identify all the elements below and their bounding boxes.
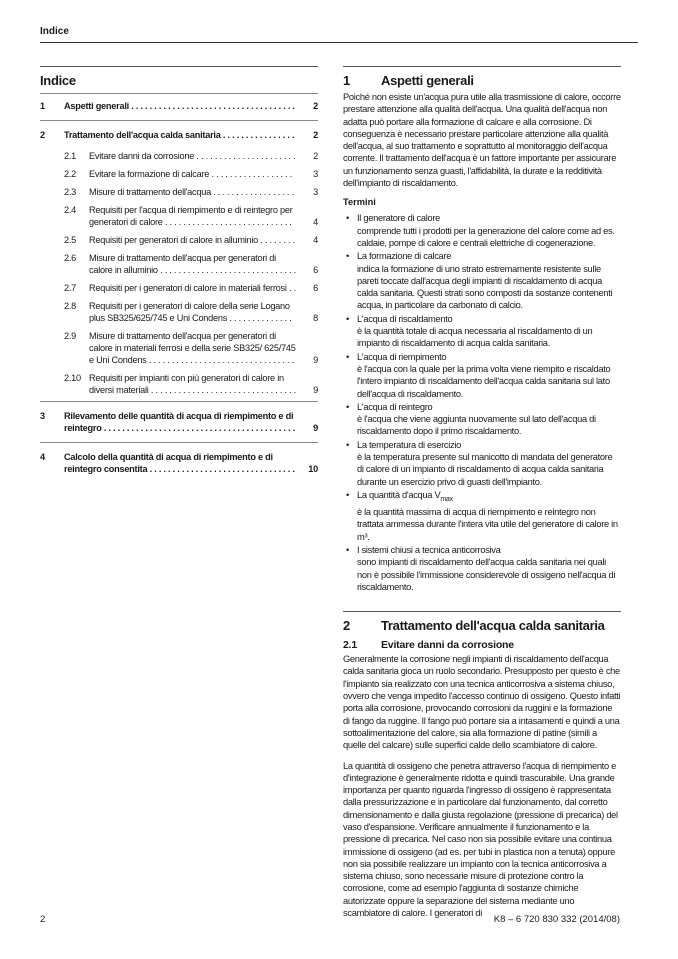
toc-entry[interactable]	[40, 165, 318, 183]
toc-entry[interactable]	[40, 369, 318, 399]
term-item	[343, 401, 621, 438]
section-heading-1: 1 Aspetti generali	[343, 73, 474, 88]
document-code: K8 – 6 720 830 332 (2014/08)	[493, 914, 620, 925]
toc-entry-page: 4	[313, 217, 318, 227]
toc-entry-number: 2.6	[64, 253, 77, 263]
toc-entry-number: 2.4	[64, 205, 77, 215]
toc-entry-number: 2.2	[64, 169, 77, 179]
toc-entry-page: 2	[313, 101, 318, 111]
toc-entry-page: 6	[313, 265, 318, 275]
running-header: Indice	[40, 26, 69, 37]
toc-entry-number: 2	[40, 130, 45, 140]
terms-list	[343, 212, 621, 593]
divider	[343, 611, 621, 612]
term-definition: è la quantità totale di acqua necessaria al riscaldamento di un impianto di riscaldamento di acqua calda sanitaria.	[357, 326, 593, 349]
term-definition: comprende tutti i prodotti per la generazione del calore come ad es. caldaie, pompe di calore e centrali elettriche di cogenerazione.	[357, 225, 615, 248]
term-definition: è l'acqua con la quale per la prima volta viene riempito e riscaldato l'intero impianto di riscaldamento dell'acqua calda sanitaria sul lato dell'acqua di riscaldamento.	[357, 363, 611, 399]
toc-entry-title: Requisiti per impianti con più generatori di calore in diversi materiali	[89, 373, 284, 395]
term-item	[343, 351, 621, 400]
term-item	[343, 544, 621, 593]
divider	[40, 66, 318, 67]
toc-entry-page: 2	[313, 151, 318, 161]
term-name: • L'acqua di riempimento	[357, 351, 447, 362]
term-item	[343, 489, 621, 543]
term-item	[343, 439, 621, 488]
content-column	[343, 66, 621, 927]
term-definition: è l'acqua che viene aggiunta nuovamente sul lato dell'acqua di riscaldamento dopo il primo riscaldamento.	[357, 414, 596, 437]
toc-entry-title: Requisiti per generatori di calore in alluminio	[89, 235, 259, 245]
toc-entry-number: 1	[40, 101, 45, 111]
toc-entry-title: Requisiti per i generatori di calore in materiali ferrosi	[89, 283, 287, 293]
page-number: 2	[40, 914, 46, 925]
body-paragraph: La quantità di ossigeno che penetra attraverso l'acqua di riempimento e d'integrazione è generalmente ridotta e quindi trascurabile. Una grande importanza per quanto riguarda l'ingresso di ossigeno è rappresentata dalla pressurizzazione e in particolare dal funzionamento, dal corretto dimensionamento e dalla giusta regolazione (pressione di precarica) del vaso d'espansione. Verificare annualmente il funzionamento e la pressione di precarica. Nel caso non sia possibile evitare una continua immissione di ossigeno (ad es. per tubi in plastica non a tenuta) oppure non sia possibile realizzare un impianto con la tecnica anticorrosiva a sistema chiuso, sono necessarie misure di protezione contro la corrosione, come ad esempio l'aggiunta di sostanze chimiche autorizzate oppure la separazione del sistema mediante uno scambiatore di calore. I generatori di	[343, 760, 618, 919]
toc-entry[interactable]	[40, 183, 318, 201]
term-name: • La temperatura di esercizio	[357, 439, 462, 450]
term-name: • I sistemi chiusi a tecnica anticorrosiva	[357, 544, 501, 555]
toc-entry[interactable]	[40, 445, 318, 481]
term-definition: è la temperatura presente sul manicotto di mandata del generatore di calore di un impianto di riscaldamento di acqua calda sanitaria durante un esercizio privo di guasti dell'impianto.	[357, 452, 613, 487]
toc-entry-number: 4	[40, 452, 45, 462]
divider	[343, 66, 621, 67]
toc-entry[interactable]	[40, 231, 318, 249]
section-heading-2: 2 Trattamento dell'acqua calda sanitaria	[343, 618, 605, 634]
toc-entry-number: 2.5	[64, 235, 77, 245]
toc-entry[interactable]	[40, 249, 318, 279]
toc-entry-number: 2.8	[64, 301, 77, 311]
toc-entry-page: 4	[313, 235, 318, 245]
toc-entry[interactable]	[40, 94, 318, 118]
toc-entry-number: 2.1	[64, 151, 77, 161]
term-name: • L'acqua di riscaldamento	[357, 313, 453, 324]
toc-entry-page: 9	[313, 385, 318, 395]
toc-entry-title: Evitare danni da corrosione	[89, 151, 195, 161]
toc-entry-page: 6	[313, 283, 318, 293]
divider	[40, 442, 318, 443]
toc-entry-title: Misure di trattamento dell'acqua per generatori di calore in materiali ferrosi e della serie SB325/ 625/745 e Uni Condens	[89, 331, 296, 365]
toc-entry-number: 3	[40, 411, 45, 421]
term-name: • La formazione di calcare	[357, 251, 452, 262]
toc-entry-title: Aspetti generali	[64, 101, 129, 111]
toc-entry[interactable]	[40, 123, 318, 147]
toc-entry-title: Calcolo della quantità di acqua di riempimento e di reintegro consentita	[64, 452, 273, 474]
toc-entry-title: Misure di trattamento dell'acqua	[89, 187, 211, 197]
toc-entry[interactable]	[40, 297, 318, 327]
body-paragraph: Generalmente la corrosione negli impianti di riscaldamento dell'acqua calda sanitaria gioca un ruolo secondario. Presupposto per questo è che l'impianto sia realizzato con una tecnica anticorrosiva a sistema chiuso, ovvero che venga impedito l'accesso continuo di ossigeno. Questo infatti porta alla corrosione, provocando corrosioni da ruggini e la formazione di fango da ruggine. Il fango può portare sia a intasamenti e quindi a una sottoalimentazione del calore, sia alla formazione di patine (simili a quelle del calcare) sulle superfici calde dello scambiatore di calore.	[343, 654, 621, 751]
term-definition: indica la formazione di uno strato estremamente resistente sulle pareti toccate dall'acqua degli impianti di riscaldamento di acqua calda sanitaria. Questi strati sono composti da sostanze contenenti acqua, in particolare da carbonato di calcio.	[357, 263, 613, 311]
table-of-contents	[40, 94, 318, 481]
toc-entry-number: 2.9	[64, 331, 77, 341]
term-item	[343, 313, 621, 350]
toc-entry-page: 10	[308, 464, 318, 474]
toc-column	[40, 66, 318, 481]
toc-entry-title: Requisiti per l'acqua di riempimento e di reintegro per generatori di calore	[89, 205, 293, 227]
toc-entry[interactable]	[40, 404, 318, 440]
term-item	[343, 212, 621, 249]
divider	[40, 120, 318, 121]
toc-entry-page: 3	[313, 187, 318, 197]
header-rule	[40, 42, 638, 43]
toc-entry-title: Requisiti per i generatori di calore della serie Logano plus SB325/625/745 e Uni Condens	[89, 301, 290, 323]
divider	[40, 401, 318, 402]
term-item	[343, 250, 621, 311]
toc-entry-page: 9	[313, 423, 318, 433]
toc-entry[interactable]	[40, 201, 318, 231]
toc-entry-title: Trattamento dell'acqua calda sanitaria	[64, 130, 221, 140]
term-name: • Il generatore di calore	[357, 213, 441, 224]
terms-heading: Termini	[343, 197, 376, 208]
term-name: • La quantità d'acqua $V_{max}$	[357, 489, 453, 503]
toc-entry-number: 2.7	[64, 283, 77, 293]
toc-entry-page: 3	[313, 169, 318, 179]
toc-entry[interactable]	[40, 327, 318, 369]
intro-paragraph: Poiché non esiste un'acqua pura utile alla trasmissione di calore, occorre prestare attenzione alla qualità dell'acqua. Una qualità dell'acqua non adatta può portare alla formazione di calcare e alla corrosione. Di conseguenza è necessario prestare particolare attenzione alla qualità dell'acqua, al suo trattamento e soprattutto al monitoraggio dell'acqua corrente. Il trattamento dell'acqua è un fattore importante per assicurare un funzionamento senza guasti, l'affidabilità, la durate e la redditività dell'impianto di riscaldamento.	[343, 92, 621, 189]
toc-entry-page: 8	[313, 313, 318, 323]
toc-entry[interactable]	[40, 279, 318, 297]
toc-entry-number: 2.10	[64, 373, 81, 383]
term-definition: è la quantità massima di acqua di riempimento e reintegro non trattata ammessa durante l'intera vita utile del generatore di calore in m³.	[357, 507, 618, 542]
toc-entry-title: Rilevamento delle quantità di acqua di riempimento e di reintegro	[64, 411, 294, 433]
toc-entry-page: 2	[313, 130, 318, 140]
toc-entry-page: 9	[313, 355, 318, 365]
term-name: • L'acqua di reintegro	[357, 401, 433, 412]
toc-entry[interactable]	[40, 147, 318, 165]
toc-entry-number: 2.3	[64, 187, 77, 197]
toc-title: Indice	[40, 73, 76, 88]
subsection-heading-2-1: 2.1 Evitare danni da corrosione	[343, 639, 514, 652]
toc-entry-title: Misure di trattamento dell'acqua per generatori di calore in alluminio	[89, 253, 276, 275]
toc-entry-title: Evitare la formazione di calcare	[89, 169, 210, 179]
term-definition: sono impianti di riscaldamento dell'acqua calda sanitaria nei quali non è possibile l'immissione considerevole di ossigeno nell'acqua di riscaldamento.	[357, 557, 616, 592]
